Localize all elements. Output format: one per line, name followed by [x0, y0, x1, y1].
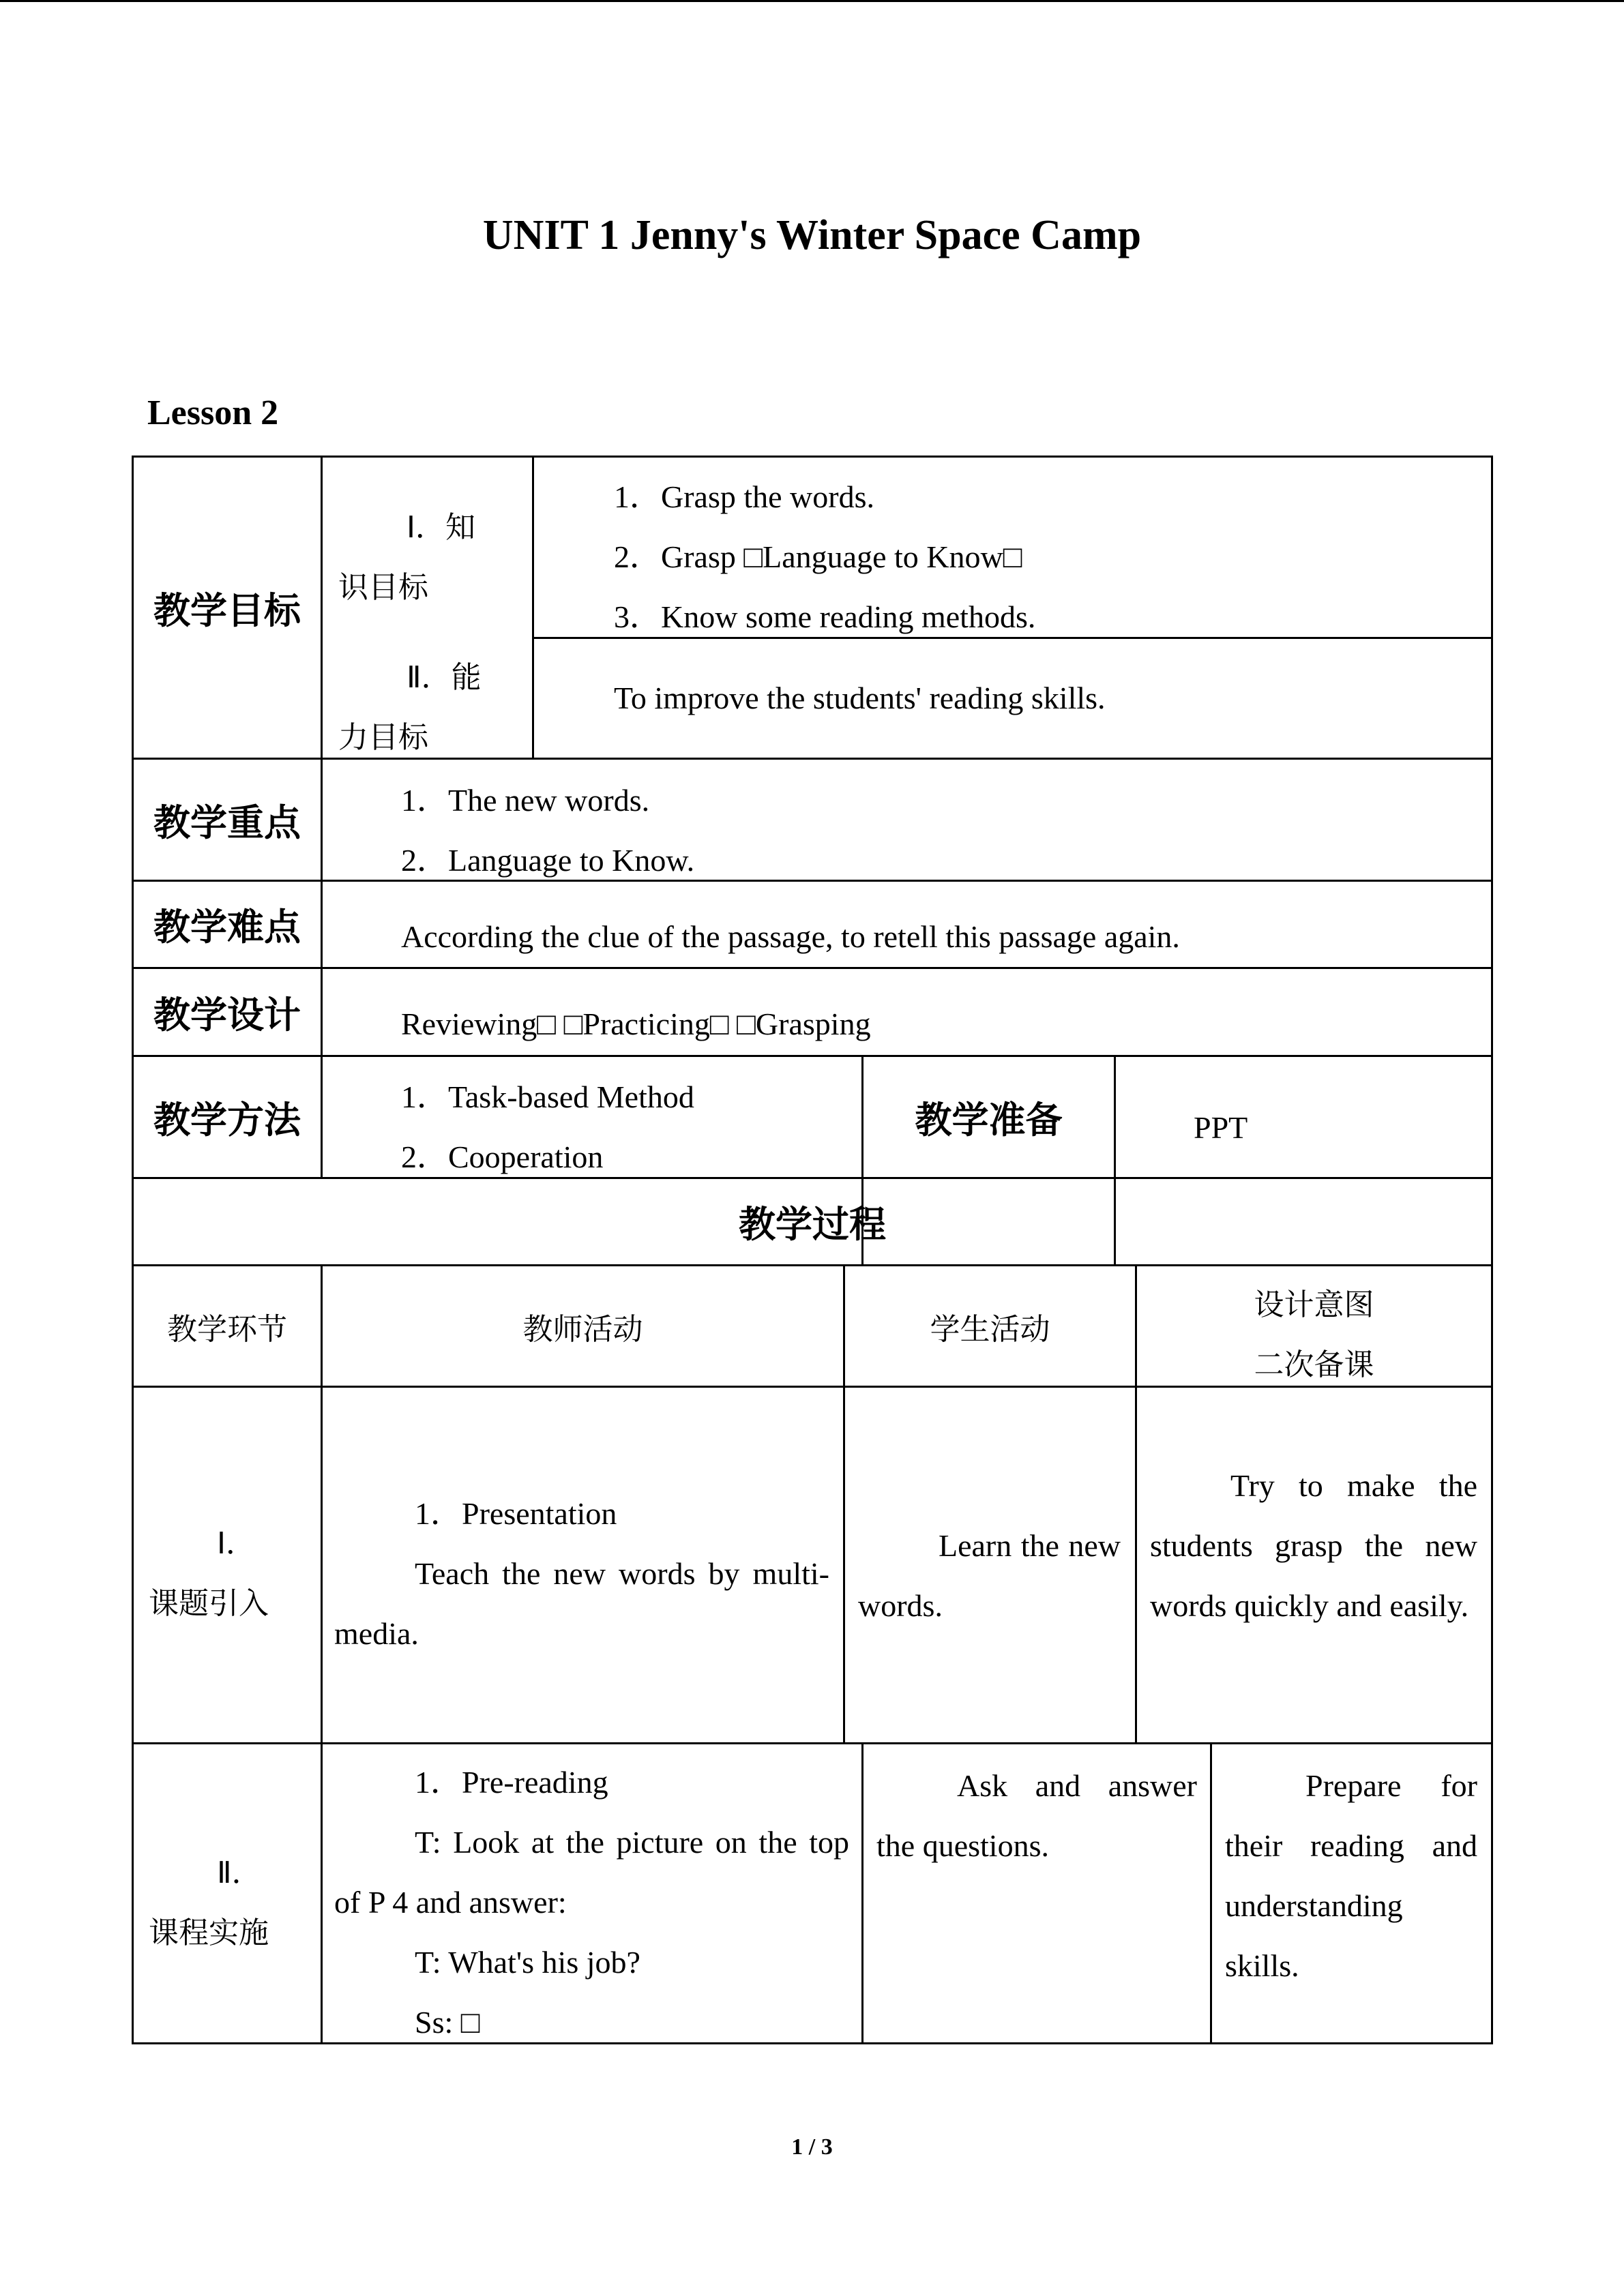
knowledge-item-1: 1．Grasp the words.	[614, 479, 874, 514]
methods-label: 教学方法	[153, 1098, 301, 1142]
process-header: 教学过程	[739, 1203, 886, 1246]
knowledge-objective-items	[614, 467, 1487, 647]
ability-objective-content: To improve the students' reading skills.	[614, 681, 1106, 715]
column-design-intent	[1137, 1275, 1491, 1395]
column-student-activity: 学生活动	[930, 1311, 1050, 1347]
row2-teacher-line3: T: What's his job?	[415, 1945, 640, 1980]
difficulties-content: According the clue of the passage, to retell this passage again.	[401, 919, 1180, 954]
knowledge-item-2: 2．Grasp □Language to Know□	[614, 539, 1022, 574]
key-points-label: 教学重点	[153, 801, 301, 844]
preparation-label: 教学准备	[915, 1098, 1063, 1142]
key-points-items	[401, 771, 1486, 891]
key-point-2: 2．Language to Know.	[401, 843, 695, 878]
row2-teacher-line1: 1．Pre-reading	[415, 1765, 608, 1800]
method-2: 2．Cooperation	[401, 1139, 604, 1174]
method-1: 1．Task-based Method	[401, 1079, 694, 1114]
row2-teacher-line4: Ss: □	[415, 2005, 480, 2040]
row2-stage	[149, 1843, 321, 1963]
column-design-intent-line2: 二次备课	[1254, 1347, 1374, 1382]
row1-teacher-line2: Teach the new words by multi-media.	[334, 1556, 829, 1651]
lesson-heading: Lesson 2	[147, 393, 279, 432]
knowledge-objective-label-line1: Ⅰ．知	[407, 510, 475, 545]
column-stage: 教学环节	[167, 1311, 287, 1347]
objectives-label: 教学目标	[153, 588, 301, 632]
methods-items	[401, 1067, 858, 1187]
row1-design-intent: Try to make the students grasp the new words quickly and easily.	[1150, 1468, 1477, 1623]
row1-teacher-line1: 1．Presentation	[415, 1496, 617, 1531]
page-indicator: 1 / 3	[791, 2134, 833, 2160]
row2-design-intent: Prepare for their reading and understanding skills.	[1225, 1768, 1477, 1983]
document-title: UNIT 1 Jenny's Winter Space Camp	[482, 212, 1142, 258]
column-teacher-activity: 教师活动	[522, 1311, 643, 1347]
ability-objective-label	[338, 648, 532, 768]
row2-student-activity: Ask and answer the questions.	[876, 1768, 1197, 1863]
row2-teacher-activity	[334, 1753, 849, 2053]
design-label: 教学设计	[153, 993, 301, 1037]
row1-stage	[149, 1514, 321, 1634]
page-top-border	[0, 0, 1624, 2]
row1-stage-line1: Ⅰ．	[217, 1526, 256, 1561]
ability-objective-label-line2: 力目标	[338, 720, 428, 755]
knowledge-objective-label	[338, 498, 532, 618]
row1-student-activity: Learn the new words.	[858, 1528, 1121, 1623]
ability-objective-label-line1: Ⅱ．能	[407, 660, 482, 695]
row2-stage-line1: Ⅱ．	[217, 1855, 262, 1890]
row2-stage-line2: 课程实施	[149, 1915, 269, 1950]
design-content: Reviewing□ □Practicing□ □Grasping	[401, 1007, 871, 1041]
row1-teacher-activity	[334, 1484, 829, 1664]
key-point-1: 1．The new words.	[401, 783, 650, 818]
difficulties-label: 教学难点	[153, 906, 301, 949]
preparation-value: PPT	[1194, 1110, 1248, 1145]
row2-teacher-line2: T: Look at the picture on the top of P 4 and answer:	[334, 1825, 849, 1920]
knowledge-item-3: 3．Know some reading methods.	[614, 599, 1036, 634]
knowledge-objective-label-line2: 识目标	[338, 570, 428, 605]
column-design-intent-line1: 设计意图	[1254, 1287, 1374, 1322]
row1-stage-line2: 课题引入	[149, 1586, 269, 1621]
